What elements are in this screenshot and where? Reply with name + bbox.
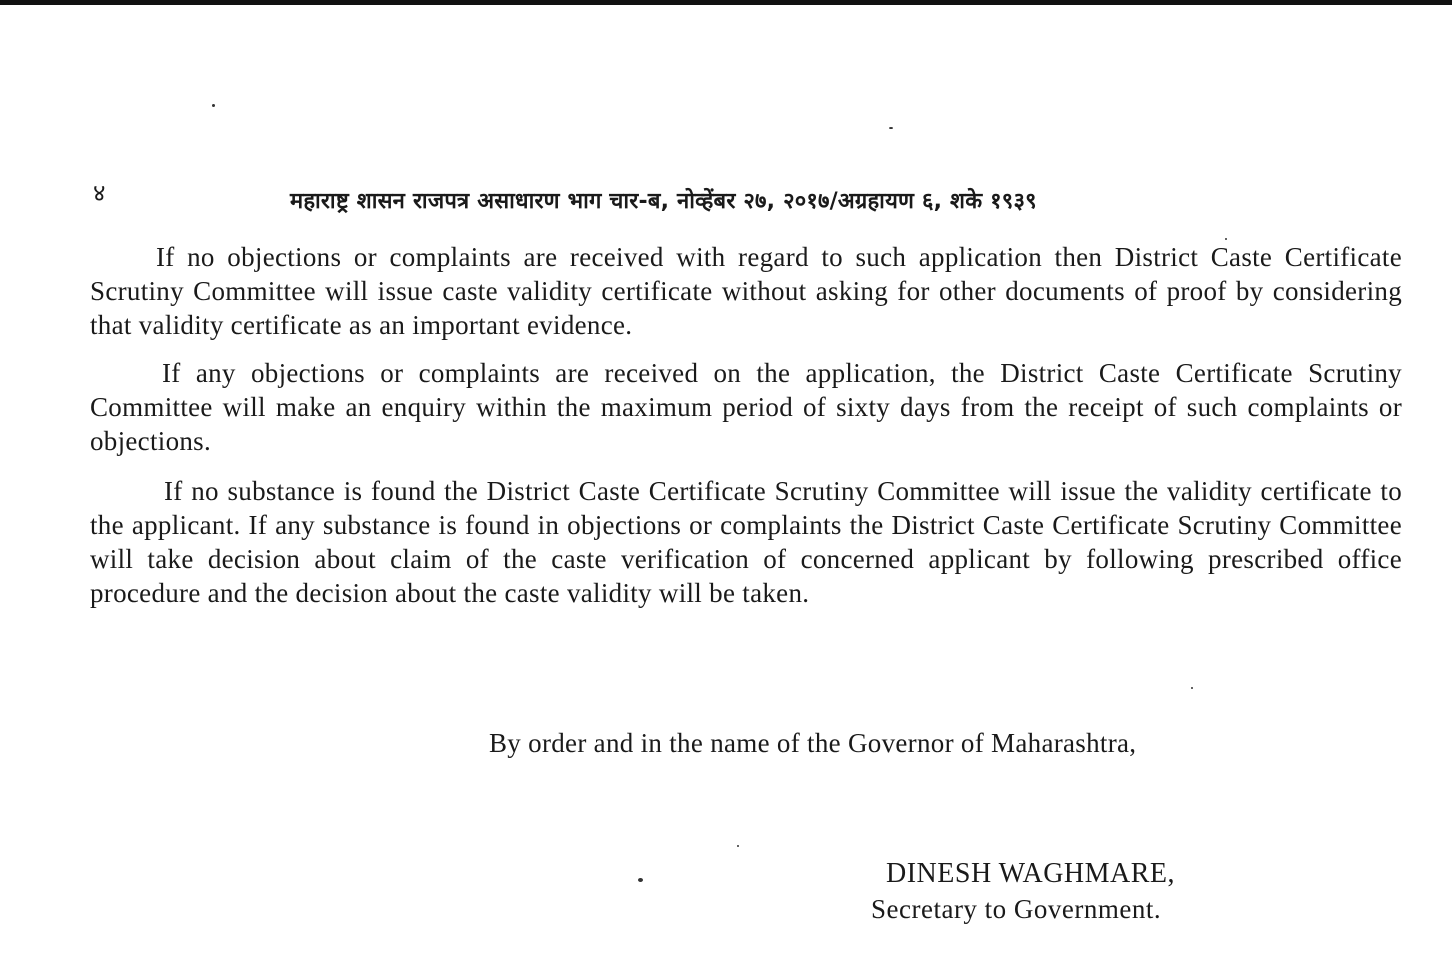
scan-speck: [889, 127, 893, 129]
scan-speck: [737, 845, 739, 847]
signatory-title: Secretary to Government.: [871, 894, 1162, 924]
scan-speck: [638, 878, 643, 882]
scan-speck: [212, 104, 215, 107]
top-border-rule: [0, 0, 1452, 5]
paragraph-substance-finding: If no substance is found the District Caste Certificate Scrutiny Committee will issue the validity certificate to the applicant. If any substance is found in objections or complaints the District Caste Certificate Scrutiny Committee will take decision about claim of the caste verification of concerned applicant by following prescribed office procedure and the decision about the caste validity will be taken.: [90, 476, 1402, 608]
signatory-name: DINESH WAGHMARE,: [886, 858, 1176, 889]
paragraph-no-objections: If no objections or complaints are received with regard to such application then District Caste Certificate Scrutiny Committee will issue caste validity certificate without asking for other documents of proof by considering that validity certificate as an important evidence.: [90, 242, 1402, 340]
page-number: ४: [93, 179, 106, 207]
order-line: By order and in the name of the Governor of Maharashtra,: [489, 728, 1137, 758]
scan-speck: [1225, 238, 1227, 240]
paragraph-objections-received: If any objections or complaints are received on the application, the District Caste Certificate Scrutiny Committee will make an enquiry within the maximum period of sixty days from the receipt of such complaints or objections.: [90, 358, 1402, 456]
gazette-header: महाराष्ट्र शासन राजपत्र असाधारण भाग चार-ब, नोव्हेंबर २७, २०१७/अग्रहायण ६, शके १९३९: [290, 189, 1037, 214]
scan-speck: [1191, 687, 1193, 689]
